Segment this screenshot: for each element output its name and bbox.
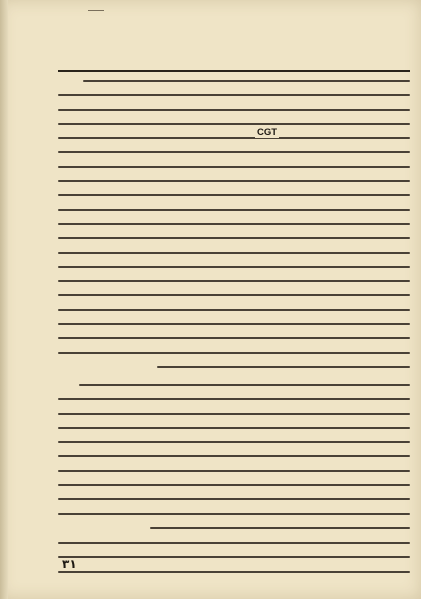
text-line bbox=[58, 294, 410, 296]
header-mark bbox=[88, 10, 104, 11]
text-line bbox=[150, 527, 410, 529]
text-line bbox=[58, 94, 410, 96]
page-binding-edge bbox=[0, 0, 8, 599]
text-line bbox=[58, 237, 410, 239]
text-line bbox=[157, 366, 410, 368]
text-line bbox=[58, 571, 410, 573]
inline-latin-term: CGT bbox=[257, 127, 278, 138]
text-line bbox=[58, 455, 410, 457]
text-line bbox=[58, 427, 410, 429]
text-line bbox=[58, 484, 410, 486]
text-line bbox=[58, 413, 410, 415]
text-line bbox=[58, 280, 410, 282]
text-line bbox=[58, 180, 410, 182]
text-line bbox=[58, 323, 410, 325]
text-line bbox=[83, 80, 410, 82]
text-line bbox=[58, 498, 410, 500]
text-line bbox=[58, 556, 410, 558]
text-line bbox=[58, 223, 410, 225]
text-line bbox=[58, 209, 410, 211]
text-line bbox=[58, 252, 410, 254]
text-line bbox=[58, 151, 410, 153]
text-line bbox=[58, 352, 410, 354]
paragraph-2 bbox=[58, 384, 410, 541]
text-line bbox=[79, 384, 410, 386]
paragraph-3 bbox=[58, 542, 410, 585]
text-line bbox=[58, 542, 410, 544]
text-line bbox=[58, 309, 410, 311]
text-line bbox=[58, 194, 410, 196]
page-number: ۳۱ bbox=[62, 557, 77, 571]
paragraph-1 bbox=[58, 80, 410, 380]
text-line bbox=[58, 123, 410, 125]
text-line bbox=[58, 166, 410, 168]
text-line bbox=[58, 513, 410, 515]
text-line bbox=[58, 337, 410, 339]
text-line bbox=[58, 398, 410, 400]
text-line bbox=[58, 441, 410, 443]
text-line bbox=[58, 109, 410, 111]
header-rule bbox=[58, 70, 410, 72]
text-line bbox=[58, 137, 410, 139]
text-line bbox=[58, 266, 410, 268]
text-line bbox=[58, 470, 410, 472]
